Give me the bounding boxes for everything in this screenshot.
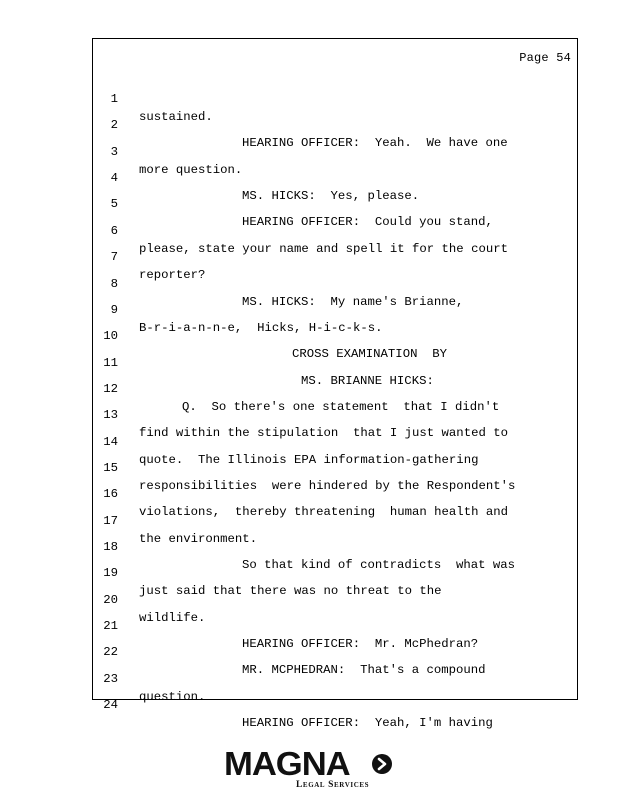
line-number: 17 (103, 514, 118, 528)
line-text: Q. So there's one statement that I didn't (182, 400, 500, 414)
line-number: 3 (110, 145, 118, 159)
chevron-right-circle-icon (372, 754, 392, 774)
line-number: 6 (110, 224, 118, 238)
transcript-line (93, 415, 579, 467)
line-number: 12 (103, 382, 118, 396)
line-number: 8 (110, 277, 118, 291)
line-text: HEARING OFFICER: Yeah. We have one (242, 136, 508, 150)
line-text: HEARING OFFICER: Could you stand, (242, 215, 493, 229)
line-text: responsibilities were hindered by the Respondent's (139, 479, 516, 493)
line-text: sustained. (139, 110, 213, 124)
line-text: reporter? (139, 268, 206, 282)
line-text: HEARING OFFICER: Mr. McPhedran? (242, 637, 479, 651)
line-text: MR. MCPHEDRAN: That's a compound (242, 663, 486, 677)
line-number: 19 (103, 566, 118, 580)
logo-subtitle: Legal Services (296, 780, 370, 790)
transcript-line (93, 257, 579, 309)
line-text: wildlife. (139, 611, 206, 625)
line-number: 5 (110, 197, 118, 211)
line-number: 9 (110, 303, 118, 317)
line-number: 15 (103, 461, 118, 475)
line-number: 21 (103, 619, 118, 633)
transcript-line (93, 573, 579, 625)
transcript-line (93, 72, 579, 124)
line-number: 7 (110, 250, 118, 264)
line-text: question. (139, 690, 206, 704)
transcript-line (93, 652, 579, 704)
line-number: 14 (103, 435, 118, 449)
line-text: violations, thereby threatening human health and (139, 505, 508, 519)
line-number: 18 (103, 540, 118, 554)
line-number: 24 (103, 698, 118, 712)
line-text: HEARING OFFICER: Yeah, I'm having (242, 716, 493, 730)
line-text: please, state your name and spell it for the court (139, 242, 508, 256)
line-text: find within the stipulation that I just wanted to (139, 426, 508, 440)
line-text: MS. HICKS: My name's Brianne, (242, 295, 464, 309)
line-text: more question. (139, 163, 243, 177)
line-text: B-r-i-a-n-n-e, Hicks, H-i-c-k-s. (139, 321, 383, 335)
line-text: the environment. (139, 532, 258, 546)
line-text: just said that there was no threat to the (139, 584, 442, 598)
transcript-line (93, 125, 579, 177)
line-number: 20 (103, 593, 118, 607)
transcript-line (93, 336, 579, 388)
transcript-line (93, 494, 579, 546)
line-text: CROSS EXAMINATION BY (292, 347, 447, 361)
page-number: Page 54 (519, 51, 571, 65)
line-text: MS. BRIANNE HICKS: (301, 374, 434, 388)
line-number: 23 (103, 672, 118, 686)
line-number: 11 (103, 356, 118, 370)
magna-logo (224, 746, 394, 792)
transcript-page (92, 38, 578, 730)
line-number: 13 (103, 408, 118, 422)
line-number: 10 (103, 329, 118, 343)
line-text: quote. The Illinois EPA information-gathering (139, 453, 479, 467)
line-number: 22 (103, 645, 118, 659)
line-text: MS. HICKS: Yes, please. (242, 189, 420, 203)
line-number: 1 (110, 92, 118, 106)
line-number: 16 (103, 487, 118, 501)
transcript-line (93, 204, 579, 256)
line-number: 2 (110, 118, 118, 132)
logo-wordmark: MAGNA (224, 745, 350, 782)
line-text: So that kind of contradicts what was (242, 558, 516, 572)
line-number: 4 (110, 171, 118, 185)
